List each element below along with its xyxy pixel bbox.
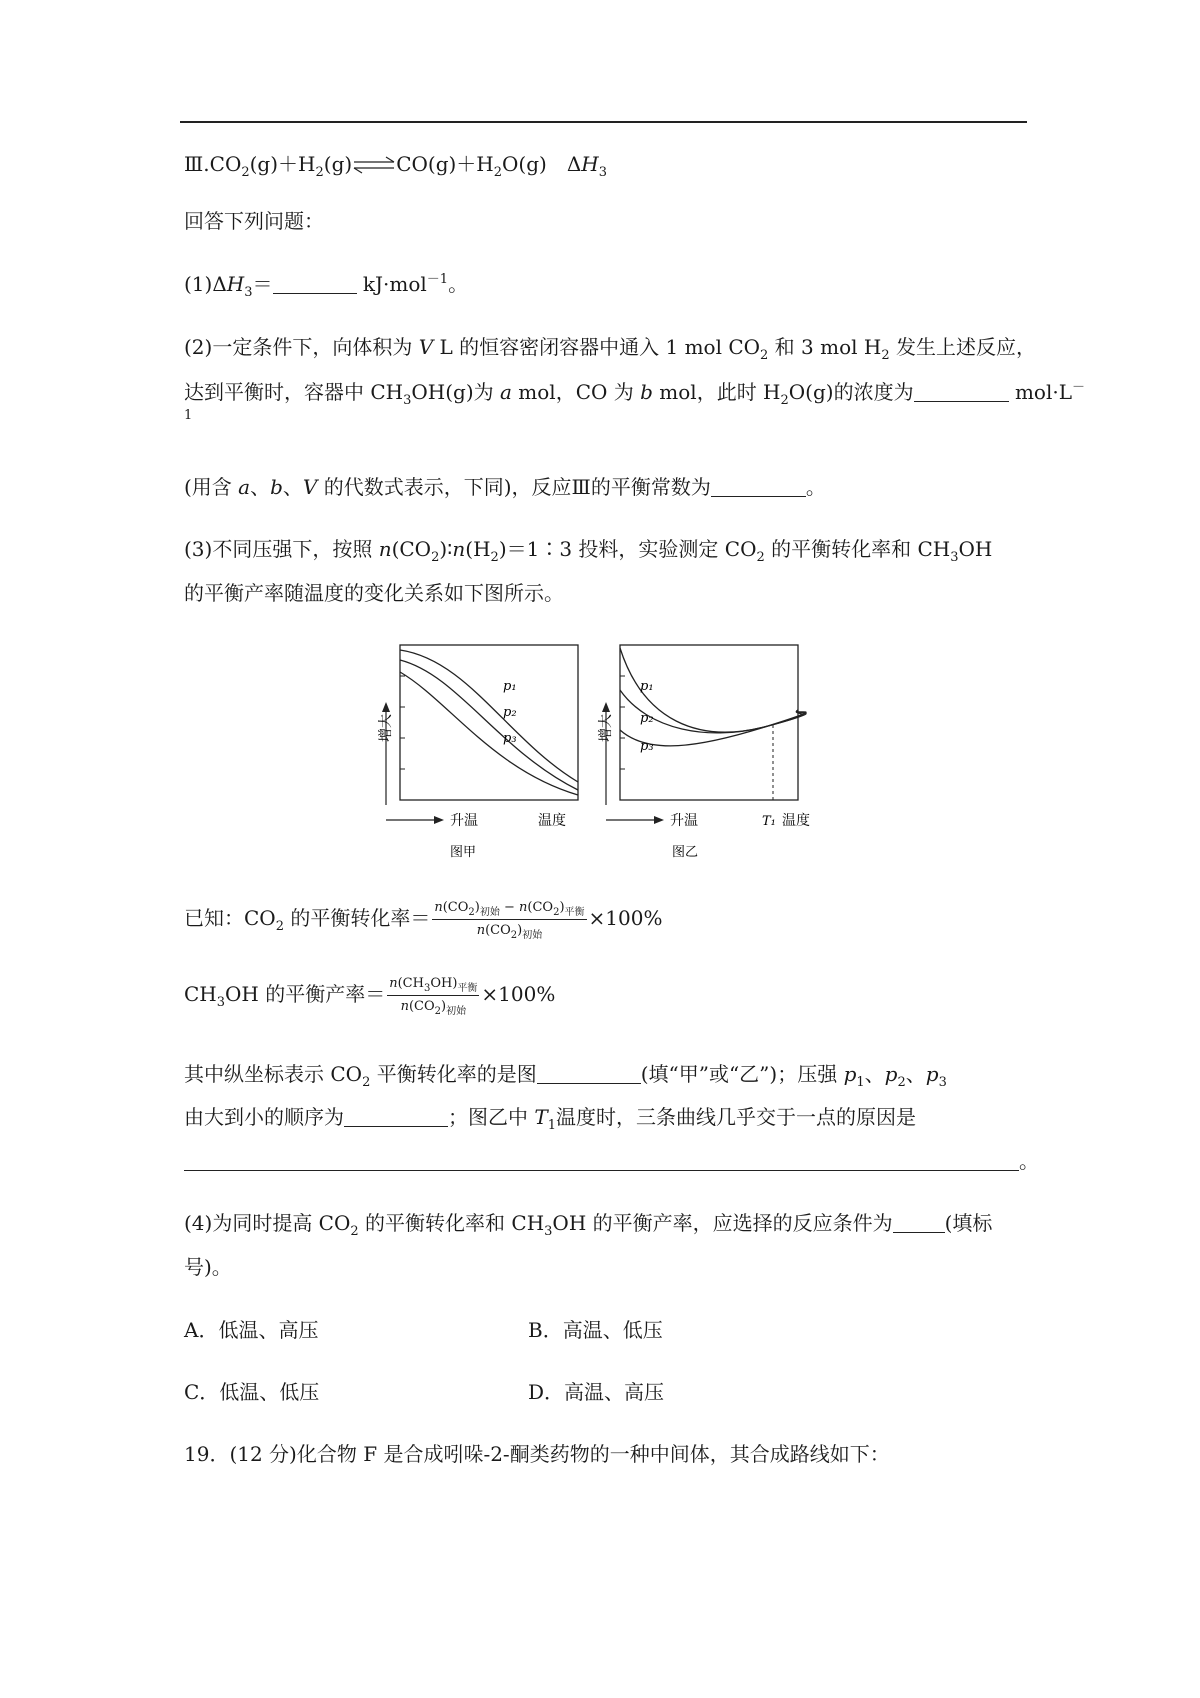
- question-1: $(1)\Delta H_3= kJ\cdot mol^{-1}$。: [184, 272, 469, 300]
- question-4-line-2: 号)。: [184, 1255, 232, 1279]
- curve-label: p₂: [640, 711, 654, 726]
- question-3-line-1: (3)不同压强下，按照 $n(CO_2)∶n(H_2)=1∶3$ 投料，实验测定 $CO_2$ 的平衡转化率和 $CH_3OH$: [184, 537, 993, 565]
- answer-blank[interactable]: [344, 1106, 448, 1127]
- answer-blank[interactable]: [537, 1063, 641, 1084]
- graph-yi: [597, 645, 810, 860]
- reaction-3: $Ⅲ.CO_2(g)+H_2(g)$ $CO(g)+H_2O(g)$ $\Delta H_3$: [184, 152, 608, 180]
- intro-text: 回答下列问题：: [184, 209, 324, 233]
- figure-caption: 图乙: [672, 845, 699, 860]
- x-axis-end-label: 温度: [538, 813, 566, 829]
- t1-label: T₁: [762, 814, 776, 829]
- equilibrium-arrow-icon: [352, 154, 396, 176]
- conversion-fraction: $\frac{n(CO_2)_{初始} - n(CO_2)_{平衡}}{n(CO_2)_{初始}}$: [434, 900, 585, 941]
- answer-blank[interactable]: [273, 273, 357, 294]
- question-3b-line-3: 。: [184, 1147, 1039, 1175]
- answer-blank[interactable]: [711, 476, 806, 497]
- curve-p2: [400, 660, 578, 790]
- curve-p1: [400, 650, 578, 782]
- formula-conversion: 已知：$CO_2$ 的平衡转化率＝ $\frac{n(CO_2)_{初始} - n(CO_2)_{平衡}}{n(CO_2)_{初始}}$ ×100%: [184, 900, 663, 941]
- option-d[interactable]: D．高温、高压: [528, 1380, 665, 1404]
- curve-label: p₃: [503, 731, 517, 746]
- curve-label: p₁: [640, 679, 654, 694]
- formula-yield: $CH_3OH$ 的平衡产率＝ $\frac{n(CH_3OH)_{平衡}}{n(CO_2)_{初始}}$ ×100%: [184, 976, 556, 1017]
- question-3b-line-2: 由大到小的顺序为 ；图乙中 $T_1$温度时，三条曲线几乎交于一点的原因是: [184, 1105, 916, 1133]
- y-axis-label: 增大: [598, 714, 614, 742]
- question-2-line-1: (2)一定条件下，向体积为 V L 的恒容密闭容器中通入 1 mol $CO_2$ 和 3 mol $H_2$ 发生上述反应，: [184, 335, 1036, 363]
- question-4-line-1: (4)为同时提高 $CO_2$ 的平衡转化率和 $CH_3OH$ 的平衡产率，应选择的反应条件为 (填标: [184, 1211, 993, 1239]
- question-2-line-3: (用含 a、b、V 的代数式表示，下同)，反应Ⅲ的平衡常数为 。: [184, 475, 826, 499]
- graph-jia: [378, 645, 578, 860]
- curve-label: p₁: [503, 679, 517, 694]
- curve-label: p₂: [503, 705, 517, 720]
- question-19: 19．(12 分)化合物 F 是合成吲哚-2-酮类药物的一种中间体，其合成路线如下：: [184, 1442, 890, 1466]
- x-axis-end-label: 温度: [782, 813, 810, 829]
- yield-fraction: $\frac{n(CH_3OH)_{平衡}}{n(CO_2)_{初始}}$: [389, 976, 478, 1017]
- question-3b-line-1: 其中纵坐标表示 $CO_2$ 平衡转化率的是图 (填“甲”或“乙”)；压强 $p_1$、$p_2$、$p_3$: [184, 1062, 947, 1090]
- option-c[interactable]: C．低温、低压: [184, 1380, 320, 1404]
- question-2-line-2: 达到平衡时，容器中 $CH_3OH(g)$为 a mol，CO 为 b mol，此时 $H_2O(g)$的浓度为 mol·L－: [184, 380, 1086, 408]
- question-3-line-2: 的平衡产率随温度的变化关系如下图所示。: [184, 581, 564, 605]
- x-axis-label: 升温: [670, 813, 698, 829]
- x-axis-label: 升温: [450, 813, 478, 829]
- option-a[interactable]: A．低温、高压: [184, 1318, 319, 1342]
- answer-blank[interactable]: [184, 1150, 1019, 1171]
- curve-label: p₃: [640, 739, 654, 754]
- option-b[interactable]: B．高温、低压: [528, 1318, 663, 1342]
- question-2-wrap: 1: [184, 408, 193, 423]
- answer-blank[interactable]: [893, 1212, 945, 1233]
- answer-blank[interactable]: [914, 381, 1009, 402]
- y-axis-label: 增大: [378, 714, 394, 742]
- figure-graphs: [378, 630, 848, 860]
- curve-p3: [400, 672, 578, 795]
- figure-caption: 图甲: [450, 845, 477, 860]
- header-rule: [180, 121, 1027, 123]
